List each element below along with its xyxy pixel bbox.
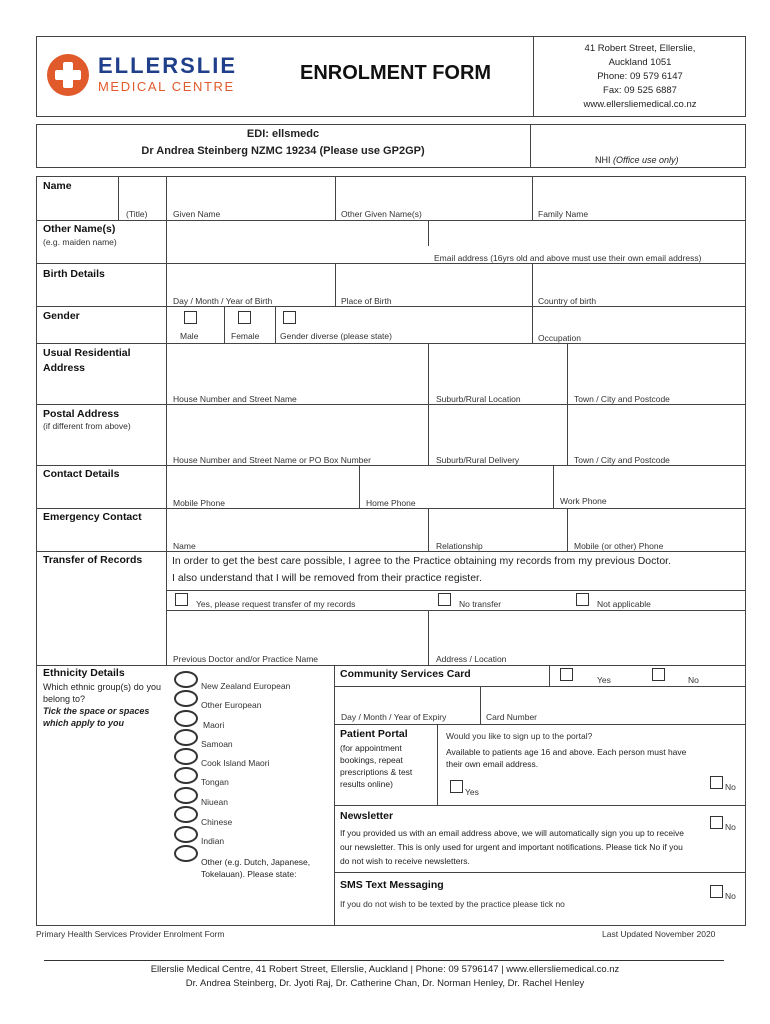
- maiden-note: (e.g. maiden name): [43, 237, 117, 247]
- address-line: 41 Robert Street, Ellerslie,: [584, 43, 696, 54]
- ethnic-label: Other European: [201, 700, 262, 710]
- transfer-yes-label: Yes, please request transfer of my records: [196, 599, 356, 609]
- ethnic-label: Indian: [201, 836, 225, 846]
- work-field[interactable]: [554, 466, 745, 496]
- diverse-checkbox[interactable]: [283, 311, 296, 324]
- footer-updated: Last Updated November 2020: [602, 929, 716, 939]
- suburb-label: Suburb/Rural Location: [436, 394, 521, 404]
- ethnic-label: Maori: [203, 720, 225, 730]
- house-label: House Number and Street Name: [173, 394, 297, 404]
- country-birth-field[interactable]: [533, 264, 745, 294]
- transfer-text-2: I also understand that I will be removed from their practice register.: [172, 572, 482, 584]
- ethnic-oval-8[interactable]: [174, 826, 198, 843]
- sms-no-label: No: [725, 891, 736, 901]
- emergency-label: Emergency Contact: [43, 511, 142, 523]
- ethnicity-question: Which ethnic group(s) do you belong to?: [43, 682, 161, 704]
- portal-no-checkbox[interactable]: [710, 776, 723, 789]
- postal-house-field[interactable]: [167, 405, 427, 453]
- csc-no-checkbox[interactable]: [652, 668, 665, 681]
- contact-label: Contact Details: [43, 468, 120, 480]
- prev-doctor-label: Previous Doctor and/or Practice Name: [173, 654, 319, 664]
- postal-suburb-field[interactable]: [429, 405, 566, 453]
- female-label: Female: [231, 331, 260, 341]
- title-field[interactable]: [119, 177, 165, 207]
- mobile-label: Mobile Phone: [173, 498, 225, 508]
- given-name-field[interactable]: [167, 177, 334, 207]
- footer-divider: [44, 960, 724, 961]
- house-field[interactable]: [167, 344, 427, 392]
- ethnicity-tick: Tick the space or spaces which apply to you: [43, 706, 150, 728]
- portal-label: Patient Portal: [340, 728, 408, 740]
- residential-label: Usual Residential Address: [43, 347, 131, 374]
- ethnic-oval-6[interactable]: [174, 787, 198, 804]
- page-title: ENROLMENT FORM: [300, 62, 492, 84]
- transfer-no-checkbox[interactable]: [438, 593, 451, 606]
- newsletter-no-checkbox[interactable]: [710, 816, 723, 829]
- female-checkbox[interactable]: [238, 311, 251, 324]
- csc-yes-checkbox[interactable]: [560, 668, 573, 681]
- gender-label: Gender: [43, 310, 80, 322]
- nhi-note: (Office use only): [613, 155, 679, 165]
- name-label: Name: [43, 180, 72, 192]
- town2-label: Town / City and Postcode: [574, 455, 670, 465]
- logo-name: ELLERSLIE: [98, 53, 238, 78]
- ethnic-oval-4[interactable]: [174, 748, 198, 765]
- footer-line1: Ellerslie Medical Centre, 41 Robert Street, Ellerslie, Auckland | Phone: 09 5796147 | www.ellersliemedical.co.nz: [150, 964, 620, 975]
- address-loc-field[interactable]: [429, 611, 745, 652]
- em-name-label: Name: [173, 541, 196, 551]
- work-label: Work Phone: [560, 496, 607, 506]
- address-line: Phone: 09 579 6147: [597, 71, 683, 82]
- logo-sub: MEDICAL CENTRE: [98, 79, 235, 94]
- relationship-field[interactable]: [429, 509, 566, 539]
- portal-question: Would you like to sign up to the portal?: [446, 731, 593, 741]
- edi-line1: EDI: ellsmedc: [246, 128, 320, 140]
- dob-label: Day / Month / Year of Birth: [173, 296, 273, 306]
- home-field[interactable]: [360, 466, 552, 496]
- transfer-na-checkbox[interactable]: [576, 593, 589, 606]
- ethnic-oval-5[interactable]: [174, 767, 198, 784]
- transfer-no-label: No transfer: [459, 599, 502, 609]
- ethnicity-label: Ethnicity Details: [43, 667, 125, 679]
- email-field[interactable]: [429, 221, 745, 251]
- male-checkbox[interactable]: [184, 311, 197, 324]
- suburb-delivery-label: Suburb/Rural Delivery: [436, 455, 520, 465]
- sms-text: If you do not wish to be texted by the practice please tick no: [340, 899, 565, 909]
- em-name-field[interactable]: [167, 509, 427, 539]
- ethnic-oval-3[interactable]: [174, 729, 198, 746]
- nhi-label: [595, 155, 679, 165]
- em-mobile-field[interactable]: [568, 509, 745, 539]
- title-label: (Title): [126, 209, 148, 219]
- ethnic-oval-1[interactable]: [174, 690, 198, 707]
- other-given-field[interactable]: [336, 177, 531, 207]
- place-birth-field[interactable]: [336, 264, 531, 294]
- ethnic-label: Cook Island Maori: [201, 758, 270, 768]
- ethnic-label: Niuean: [201, 797, 228, 807]
- nhi-text: NHI: [595, 155, 611, 165]
- newsletter-no-label: No: [725, 822, 736, 832]
- ethnic-oval-7[interactable]: [174, 806, 198, 823]
- sms-label: SMS Text Messaging: [340, 879, 444, 891]
- portal-note: (for appointment bookings, repeat prescriptions & test results online): [340, 743, 413, 789]
- transfer-yes-checkbox[interactable]: [175, 593, 188, 606]
- country-birth-label: Country of birth: [538, 296, 597, 306]
- ethnic-label: New Zealand European: [201, 681, 291, 691]
- ethnic-oval-2[interactable]: [174, 710, 198, 727]
- ethnic-label: Chinese: [201, 817, 233, 827]
- expiry-label: Day / Month / Year of Expiry: [341, 712, 447, 722]
- dob-field[interactable]: [167, 264, 334, 294]
- ethnic-label: Samoan: [201, 739, 233, 749]
- portal-avail: Available to patients age 16 and above. Each person must have their own email address.: [446, 747, 687, 769]
- csc-yes-label: Yes: [597, 675, 611, 685]
- ethnic-label: Other (e.g. Dutch, Japanese, Tokelauan). Please state:: [201, 857, 311, 879]
- occupation-label: Occupation: [538, 333, 581, 343]
- logo: [46, 53, 256, 99]
- postal-label: Postal Address: [43, 408, 120, 420]
- portal-no-label: No: [725, 782, 736, 792]
- email-label: Email address (16yrs old and above must use their own email address): [434, 253, 702, 263]
- occupation-field[interactable]: [533, 307, 745, 331]
- transfer-text-1: In order to get the best care possible, I agree to the Practice obtaining my records from my previous Doctor.: [172, 555, 671, 567]
- relationship-label: Relationship: [436, 541, 483, 551]
- place-birth-label: Place of Birth: [341, 296, 392, 306]
- sms-no-checkbox[interactable]: [710, 885, 723, 898]
- newsletter-label: Newsletter: [340, 810, 394, 822]
- birth-label: Birth Details: [43, 268, 105, 280]
- footer-form-name: Primary Health Services Provider Enrolment Form: [36, 929, 225, 939]
- footer-line2: Dr. Andrea Steinberg, Dr. Jyoti Raj, Dr. Catherine Chan, Dr. Norman Henley, Dr. Rachel Henley: [185, 978, 585, 989]
- expiry-field[interactable]: [335, 687, 479, 710]
- prev-doctor-field[interactable]: [167, 611, 427, 652]
- transfer-label: Transfer of Records: [43, 554, 143, 566]
- edi-line2: Dr Andrea Steinberg NZMC 19234 (Please use GP2GP): [141, 145, 425, 157]
- ethnic-oval-0[interactable]: [174, 671, 198, 688]
- portal-yes-checkbox[interactable]: [450, 780, 463, 793]
- family-name-label: Family Name: [538, 209, 589, 219]
- diverse-label: Gender diverse (please state): [280, 331, 392, 341]
- mobile-field[interactable]: [167, 466, 358, 496]
- csc-label: Community Services Card: [340, 668, 471, 680]
- address-line: Fax: 09 525 6887: [603, 85, 677, 96]
- address-line: Auckland 1051: [608, 57, 672, 68]
- given-name-label: Given Name: [173, 209, 221, 219]
- family-name-field[interactable]: [533, 177, 745, 207]
- clinic-address: [534, 42, 746, 112]
- home-label: Home Phone: [366, 498, 416, 508]
- medical-cross-icon: [46, 53, 90, 97]
- town-label: Town / City and Postcode: [574, 394, 670, 404]
- ethnic-oval-9[interactable]: [174, 845, 198, 862]
- address-loc-label: Address / Location: [436, 654, 507, 664]
- transfer-na-label: Not applicable: [597, 599, 651, 609]
- town-field[interactable]: [568, 344, 745, 392]
- em-mobile-label: Mobile (or other) Phone: [574, 541, 664, 551]
- suburb-field[interactable]: [429, 344, 566, 392]
- other-names-field[interactable]: [167, 221, 427, 245]
- postal-town-field[interactable]: [568, 405, 745, 453]
- address-line: www.ellersliemedical.co.nz: [583, 99, 697, 110]
- portal-yes-label: Yes: [465, 787, 479, 797]
- postal-note: (if different from above): [43, 421, 131, 431]
- male-label: Male: [180, 331, 199, 341]
- csc-no-label: No: [688, 675, 699, 685]
- house-po-label: House Number and Street Name or PO Box Number: [173, 455, 371, 465]
- other-given-label: Other Given Name(s): [341, 209, 422, 219]
- other-names-label: Other Name(s): [43, 223, 116, 235]
- card-number-field[interactable]: [481, 687, 745, 710]
- card-number-label: Card Number: [486, 712, 538, 722]
- ethnic-label: Tongan: [201, 777, 229, 787]
- newsletter-text: If you provided us with an email address above, we will automatically sign you up to receive our newsletter. This is only used for urgent and important notifications. Please tick No if you do not wish to receive newsletters.: [340, 828, 684, 866]
